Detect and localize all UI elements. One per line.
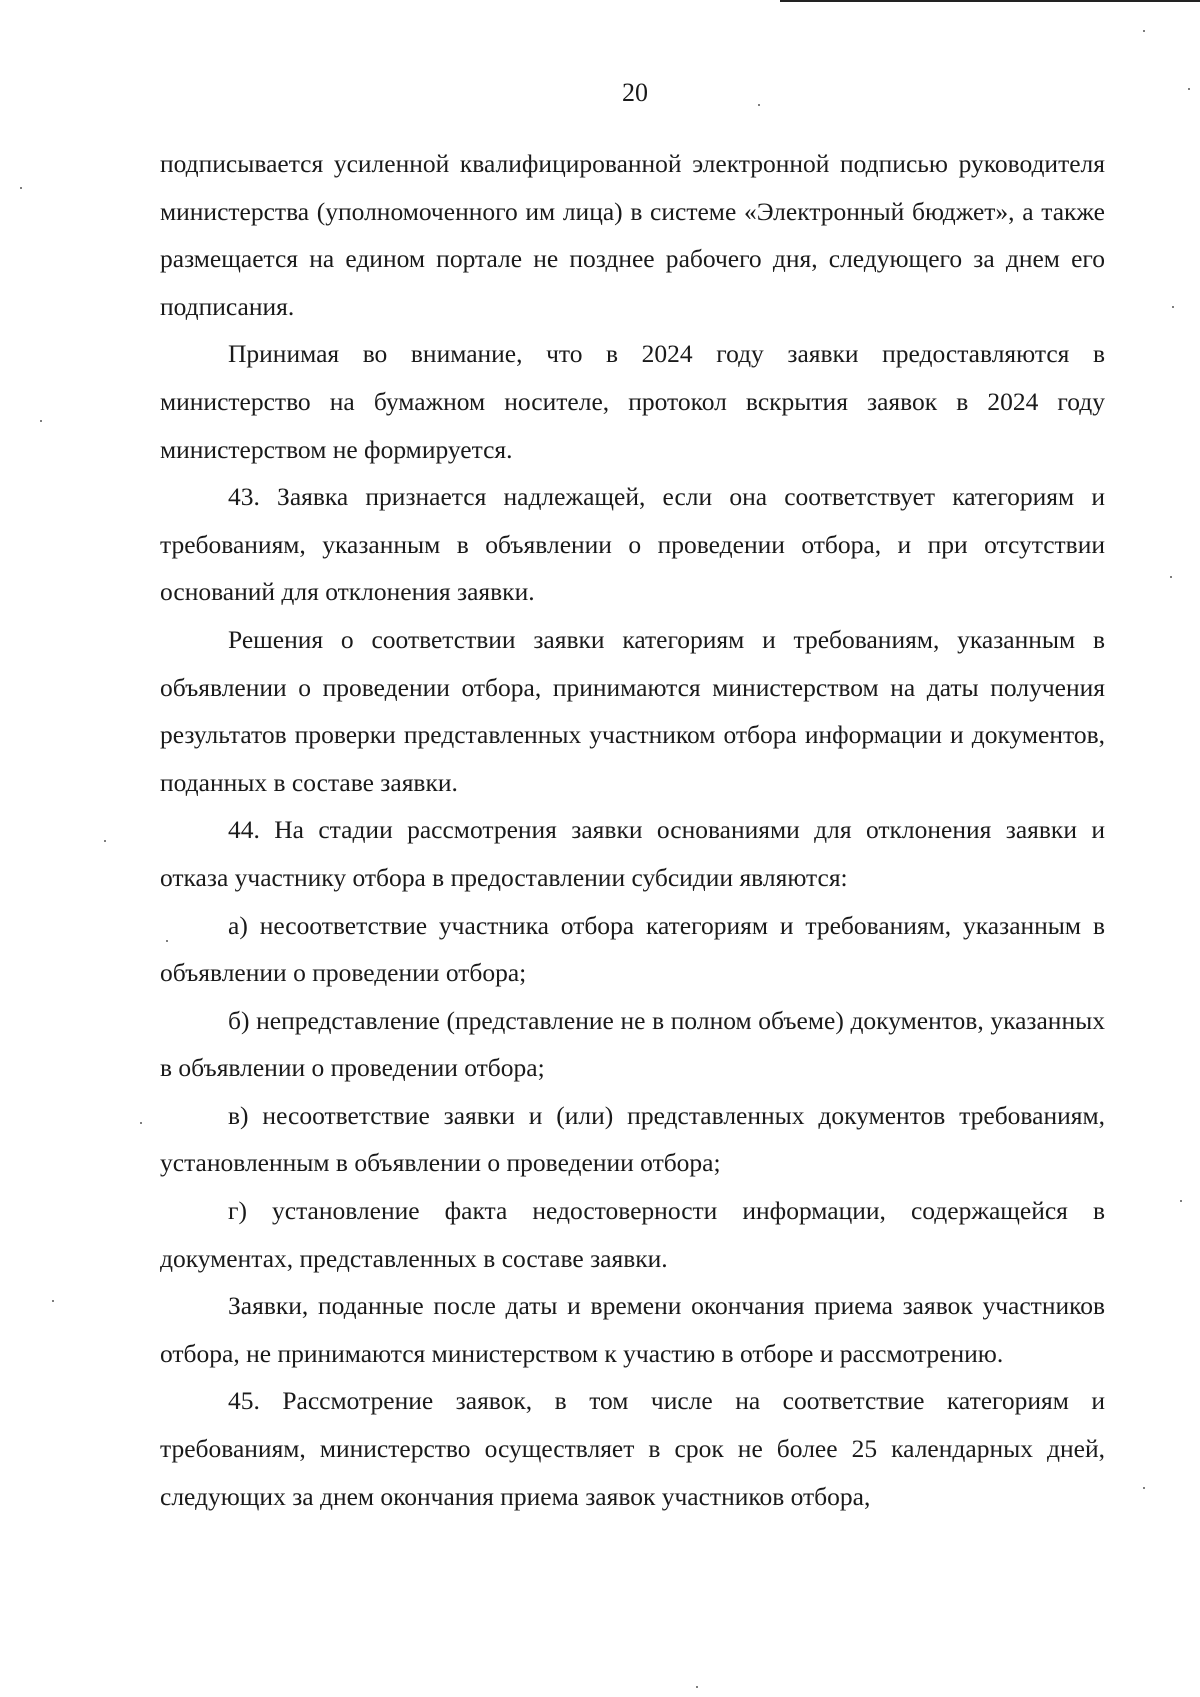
- scan-speck: [1188, 88, 1190, 90]
- paragraph-43: 43. Заявка признается надлежащей, если она соответствует категориям и требованиям, указанным в объявлении о проведении отбора, и при отсутствии оснований для отклонения заявки.: [160, 482, 1105, 607]
- scan-speck: [1180, 1200, 1182, 1202]
- scan-speck: [1143, 1487, 1145, 1489]
- paragraph-paper-submission: Принимая во внимание, что в 2024 году заявки предоставляются в министерство на бумажном носителе, протокол вскрытия заявок в 2024 году министерством не формируется.: [160, 339, 1105, 464]
- scan-speck: [20, 187, 22, 189]
- list-item-b: б) непредставление (представление не в полном объеме) документов, указанных в объявлении о проведении отбора;: [160, 1005, 1105, 1083]
- scan-speck: [696, 1686, 698, 1688]
- scan-speck: [1170, 576, 1172, 578]
- paragraph-45: 45. Рассмотрение заявок, в том числе на соответствие категориям и требованиям, министерство осуществляет в срок не более 25 календарных дней, следующих за днем окончания приема заявок участников отбора,: [160, 1386, 1105, 1511]
- scan-speck: [40, 420, 42, 422]
- list-item-v: в) несоответствие заявки и (или) представленных документов требованиям, установленным в объявлении о проведении отбора;: [160, 1100, 1105, 1178]
- scan-speck: [52, 1300, 54, 1302]
- paragraph-late-applications: Заявки, поданные после даты и времени окончания приема заявок участников отбора, не принимаются министерством к участию в отборе и рассмотрению.: [160, 1291, 1105, 1368]
- page-number: 20: [622, 78, 648, 107]
- scan-speck: [1172, 306, 1174, 308]
- scan-speck: [758, 104, 760, 106]
- paragraph-decisions: Решения о соответствии заявки категориям и требованиям, указанным в объявлении о проведении отбора, принимаются министерством на даты получения результатов проверки представленных участником отбора информации и документов, поданных в составе заявки.: [160, 624, 1105, 797]
- scan-speck: [104, 840, 106, 842]
- list-item-g: г) установление факта недостоверности информации, содержащейся в документах, представленных в составе заявки.: [160, 1196, 1105, 1273]
- list-item-a: а) несоответствие участника отбора категориям и требованиям, указанным в объявлении о проведении отбора;: [160, 910, 1105, 988]
- scan-speck: [140, 1122, 142, 1124]
- paragraph-44: 44. На стадии рассмотрения заявки основаниями для отклонения заявки и отказа участнику отбора в предоставлении субсидии являются:: [160, 815, 1105, 892]
- document-body: [160, 140, 1105, 1520]
- scan-speck: [166, 940, 168, 942]
- top-border-line: [780, 0, 1200, 2]
- scan-speck: [1143, 30, 1145, 32]
- paragraph-signing: подписывается усиленной квалифицированной электронной подписью руководителя министерства (уполномоченного им лица) в системе «Электронный бюджет», а также размещается на едином портале не позднее рабочего дня, следующего за днем его подписания.: [160, 149, 1105, 321]
